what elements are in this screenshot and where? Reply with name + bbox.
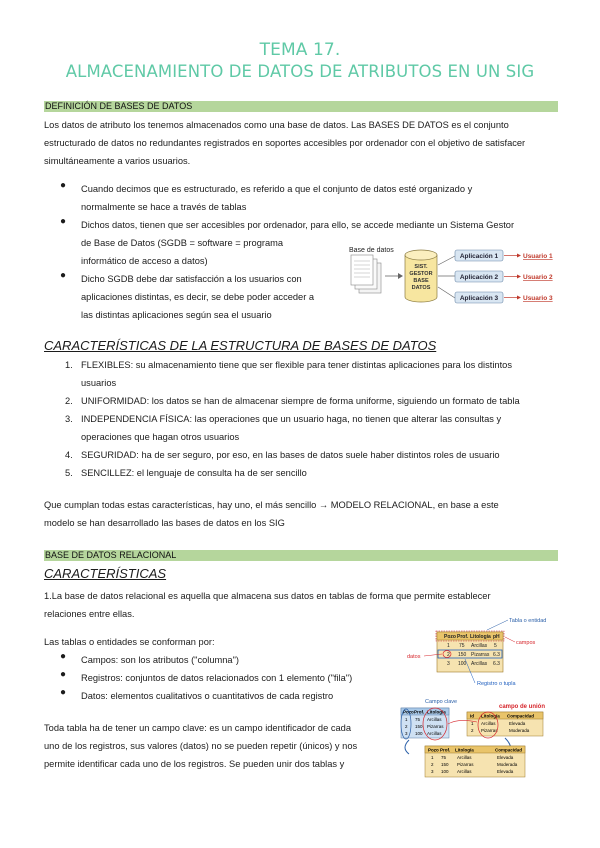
section-band-relacional: BASE DE DATOS RELACIONAL [44, 550, 558, 561]
svg-text:3: 3 [405, 731, 408, 736]
bullet-dot: ● [60, 270, 67, 281]
svg-text:Arcillas: Arcillas [457, 755, 472, 760]
svg-text:Id: Id [470, 713, 474, 719]
svg-text:1: 1 [405, 717, 408, 722]
campo-clave-line2: uno de los registros, sus valores (datos) no se pueden repetir (únicos) y nos [44, 741, 358, 751]
svg-text:SIST.: SIST. [414, 264, 428, 270]
svg-text:6.3: 6.3 [493, 652, 500, 658]
svg-text:Moderada: Moderada [509, 728, 530, 733]
svg-text:1: 1 [447, 643, 450, 649]
svg-text:3: 3 [431, 769, 434, 774]
relational-definition-line1: 1.La base de datos relacional es aquella que almacena sus datos en tablas de forma que permite establecer [44, 591, 491, 601]
campo-clave-line1: Toda tabla ha de tener un campo clave: es un campo identificador de cada [44, 723, 351, 733]
section-band-definicion: DEFINICIÓN DE BASES DE DATOS [44, 101, 558, 112]
campo-clave-line3: permite identificar cada uno de los registros. Se pueden unir dos tablas y [44, 759, 345, 769]
svg-text:Pizarras: Pizarras [481, 728, 498, 733]
heading-caracteristicas: CARACTERÍSTICAS [44, 566, 167, 581]
list-number: 3. [65, 414, 73, 424]
svg-text:100: 100 [415, 731, 423, 736]
svg-text:75: 75 [415, 717, 421, 722]
label-campo-clave: Campo clave [425, 699, 458, 705]
svg-text:75: 75 [459, 643, 465, 649]
svg-text:2: 2 [447, 652, 450, 658]
list-number: 1. [65, 360, 73, 370]
database-system-diagram [345, 243, 560, 313]
svg-text:Aplicación 3: Aplicación 3 [459, 295, 499, 302]
svg-text:6.3: 6.3 [493, 661, 500, 667]
conclusion-line1: Que cumplan todas estas características, hay uno, el más sencillo → MODELO RELACIONAL, en base a este [44, 500, 499, 510]
bullet-dot: ● [60, 687, 67, 698]
svg-text:Arcillas: Arcillas [471, 661, 488, 667]
svg-text:DATOS: DATOS [411, 285, 431, 291]
svg-text:Arcillas: Arcillas [457, 769, 472, 774]
list-item-seguridad: SEGURIDAD: ha de ser seguro, por eso, en las bases de datos suele haber distintos roles de usuario [81, 450, 500, 460]
bullet-sgdb-line1: Dicho SGDB debe dar satisfacción a los usuarios con [81, 274, 302, 284]
svg-text:Usuario 2: Usuario 2 [523, 274, 553, 281]
table-entity-diagram [405, 614, 560, 689]
svg-text:Arcillas: Arcillas [471, 643, 488, 649]
table-join-diagram [395, 696, 560, 781]
svg-text:Prof.: Prof. [414, 709, 425, 715]
document-stack-icon [351, 255, 373, 285]
svg-text:Prof.: Prof. [440, 747, 451, 753]
svg-text:Litología: Litología [427, 709, 446, 715]
svg-text:2: 2 [431, 762, 434, 767]
label-campos: campos [516, 640, 536, 646]
bullet-dot: ● [60, 651, 67, 662]
svg-text:2: 2 [471, 728, 474, 733]
svg-text:Pozo: Pozo [428, 747, 439, 753]
bullet-dot: ● [60, 669, 67, 680]
bullet-sgdb-line2: aplicaciones distintas, es decir, se debe poder acceder a [81, 292, 315, 302]
svg-text:Elevada: Elevada [497, 755, 514, 760]
label-datos: datos [407, 654, 421, 660]
bullet-estructurado-line2: normalmente se hace a través de tablas [81, 202, 247, 212]
bullet-dot: ● [60, 216, 67, 227]
svg-text:Pizarras: Pizarras [427, 724, 444, 729]
list-item-flexibles-line2: usuarios [81, 378, 117, 388]
label-registro: Registro o tupla [477, 681, 516, 687]
svg-text:Litología: Litología [455, 747, 474, 753]
svg-text:Moderada: Moderada [497, 762, 518, 767]
bullet-accesibles-line1: Dichos datos, tienen que ser accesibles por ordenador, para ello, se accede mediante un Sistema Gestor [81, 220, 515, 230]
svg-text:Elevada: Elevada [497, 769, 514, 774]
list-number: 2. [65, 396, 73, 406]
svg-text:Usuario 1: Usuario 1 [523, 253, 553, 260]
svg-text:Litología: Litología [481, 713, 500, 719]
svg-text:pH: pH [493, 634, 500, 640]
svg-text:100: 100 [458, 661, 467, 667]
svg-text:Arcillas: Arcillas [427, 717, 442, 722]
svg-text:100: 100 [441, 769, 449, 774]
svg-text:150: 150 [458, 652, 467, 658]
svg-text:75: 75 [441, 755, 447, 760]
database-label: Base de datos [349, 247, 394, 254]
svg-text:Usuario 3: Usuario 3 [523, 295, 553, 302]
bullet-dot: ● [60, 180, 67, 191]
svg-text:Compacidad: Compacidad [507, 713, 535, 719]
relational-definition-line2: relaciones entre ellas. [44, 609, 135, 619]
svg-text:1: 1 [471, 721, 474, 726]
svg-text:Pizarras: Pizarras [457, 762, 474, 767]
svg-text:Litología: Litología [470, 634, 491, 640]
list-item-sencillez: SENCILLEZ: el lenguaje de consulta ha de ser sencillo [81, 468, 307, 478]
svg-text:3: 3 [447, 661, 450, 667]
svg-text:Pizarras: Pizarras [471, 652, 490, 658]
heading-caracteristicas-estructura: CARACTERÍSTICAS DE LA ESTRUCTURA DE BASES DE DATOS [44, 338, 437, 353]
bullet-datos: Datos: elementos cualitativos o cuantitativos de cada registro [81, 691, 334, 701]
svg-text:Aplicación 1: Aplicación 1 [459, 253, 499, 260]
bullet-estructurado-line1: Cuando decimos que es estructurado, es referido a que el conjunto de datos esté organizado y [81, 184, 473, 194]
label-campo-union: campo de unión [499, 704, 546, 710]
bullet-registros: Registros: conjuntos de datos relacionados con 1 elemento ("fila") [81, 673, 353, 683]
svg-text:Arcillas: Arcillas [481, 721, 496, 726]
bullet-accesibles-line3: informático de acceso a datos) [81, 256, 208, 266]
svg-text:GESTOR: GESTOR [409, 271, 433, 277]
svg-text:Arcillas: Arcillas [427, 731, 442, 736]
list-number: 4. [65, 450, 73, 460]
list-number: 5. [65, 468, 73, 478]
bullet-sgdb-line3: las distintas aplicaciones según sea el usuario [81, 310, 272, 320]
svg-text:150: 150 [441, 762, 449, 767]
tables-intro: Las tablas o entidades se conforman por: [44, 637, 215, 647]
svg-text:BASE: BASE [413, 278, 429, 284]
svg-text:Pozo: Pozo [403, 709, 414, 715]
document-subtitle: ALMACENAMIENTO DE DATOS DE ATRIBUTOS EN UN SIG [65, 62, 535, 81]
conclusion-line2: modelo se han desarrollado las bases de datos en los SIG [44, 518, 285, 528]
list-item-independencia-line2: operaciones que hagan otros usuarios [81, 432, 240, 442]
intro-paragraph: Los datos de atributo los tenemos almacenados como una base de datos. Las BASES DE DATOS es el conjunto estructurado de datos no redundantes registrados en soportes accesibles por ordenador con el objetivo de satisfacer simultáneamente a varios usuarios. [44, 120, 526, 166]
svg-text:Prof.: Prof. [457, 634, 469, 640]
svg-text:1: 1 [431, 755, 434, 760]
list-item-independencia-line1: INDEPENDENCIA FÍSICA: las operaciones que un usuario haga, no tienen que alterar las consultas y [81, 414, 502, 424]
svg-text:Elevada: Elevada [509, 721, 526, 726]
svg-text:Aplicación 2: Aplicación 2 [459, 274, 499, 281]
svg-text:Compacidad: Compacidad [495, 747, 523, 753]
svg-text:2: 2 [405, 724, 408, 729]
document-title: TEMA 17. [259, 40, 341, 60]
svg-text:5: 5 [494, 643, 497, 649]
bullet-accesibles-line2: de Base de Datos (SGDB = software = programa [81, 238, 284, 248]
list-item-uniformidad: UNIFORMIDAD: los datos se han de almacenar siempre de forma uniforme, siguiendo un formato de tabla [81, 396, 520, 406]
list-item-flexibles-line1: FLEXIBLES: su almacenamiento tiene que ser flexible para tener distintas aplicaciones para los distintos [81, 360, 512, 370]
svg-text:150: 150 [415, 724, 423, 729]
label-tabla-entidad: Tabla o entidad [509, 618, 547, 624]
bullet-campos: Campos: son los atributos ("columna") [81, 655, 239, 665]
svg-text:Pozo: Pozo [444, 634, 456, 640]
